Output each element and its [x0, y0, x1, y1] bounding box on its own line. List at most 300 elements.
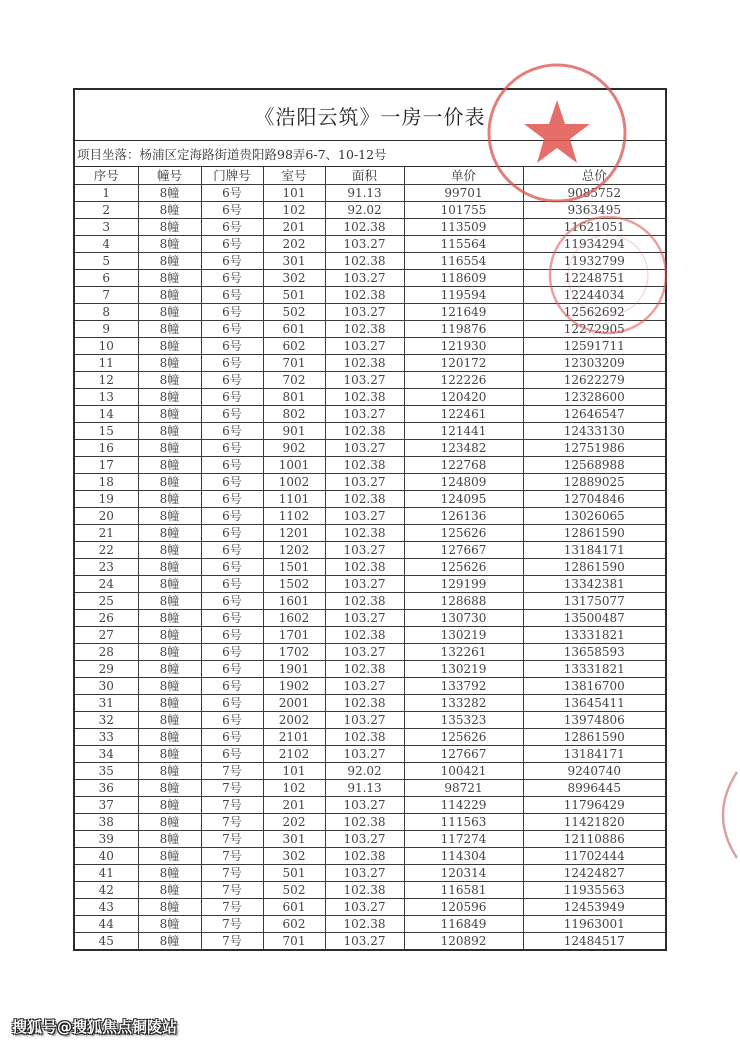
table-row [75, 848, 665, 865]
room-number-cell: 1202 [263, 542, 325, 559]
door-number-cell: 6号 [201, 321, 263, 338]
unit-price-cell: 120420 [404, 389, 523, 406]
row-number-cell: 15 [75, 423, 138, 440]
unit-price-cell: 120892 [404, 933, 523, 950]
room-number-cell: 201 [263, 219, 325, 236]
door-number-cell: 6号 [201, 253, 263, 270]
door-number-cell: 6号 [201, 457, 263, 474]
door-number-cell: 6号 [201, 729, 263, 746]
building-number-cell: 8幢 [138, 304, 201, 321]
building-number-cell: 8幢 [138, 508, 201, 525]
room-number-cell: 702 [263, 372, 325, 389]
area-cell: 102.38 [325, 389, 404, 406]
unit-price-cell: 120172 [404, 355, 523, 372]
table-row [75, 593, 665, 610]
unit-price-cell: 116581 [404, 882, 523, 899]
total-price-cell: 12704846 [523, 491, 665, 508]
table-row [75, 338, 665, 355]
room-number-cell: 101 [263, 185, 325, 202]
unit-price-cell: 132261 [404, 644, 523, 661]
row-number-cell: 14 [75, 406, 138, 423]
area-cell: 103.27 [325, 270, 404, 287]
room-number-cell: 1602 [263, 610, 325, 627]
room-number-cell: 1702 [263, 644, 325, 661]
building-number-cell: 8幢 [138, 321, 201, 338]
door-number-cell: 7号 [201, 780, 263, 797]
room-number-cell: 502 [263, 304, 325, 321]
building-number-cell: 8幢 [138, 372, 201, 389]
door-number-cell: 6号 [201, 610, 263, 627]
building-number-cell: 8幢 [138, 423, 201, 440]
row-number-cell: 10 [75, 338, 138, 355]
price-list-sheet [73, 88, 667, 951]
total-price-cell: 13342381 [523, 576, 665, 593]
building-number-cell: 8幢 [138, 525, 201, 542]
unit-price-cell: 129199 [404, 576, 523, 593]
building-number-cell: 8幢 [138, 729, 201, 746]
building-number-cell: 8幢 [138, 763, 201, 780]
row-number-cell: 35 [75, 763, 138, 780]
area-cell: 103.27 [325, 440, 404, 457]
unit-price-cell: 114229 [404, 797, 523, 814]
row-number-cell: 32 [75, 712, 138, 729]
row-number-cell: 37 [75, 797, 138, 814]
room-number-cell: 302 [263, 848, 325, 865]
room-number-cell: 601 [263, 899, 325, 916]
column-header: 面积 [325, 167, 404, 185]
area-cell: 103.27 [325, 831, 404, 848]
area-cell: 103.27 [325, 933, 404, 950]
room-number-cell: 601 [263, 321, 325, 338]
area-cell: 103.27 [325, 746, 404, 763]
table-row [75, 797, 665, 814]
total-price-cell: 13331821 [523, 661, 665, 678]
total-price-cell: 11796429 [523, 797, 665, 814]
building-number-cell: 8幢 [138, 287, 201, 304]
area-cell: 102.38 [325, 661, 404, 678]
row-number-cell: 13 [75, 389, 138, 406]
total-price-cell: 11963001 [523, 916, 665, 933]
door-number-cell: 6号 [201, 491, 263, 508]
door-number-cell: 7号 [201, 899, 263, 916]
unit-price-cell: 125626 [404, 729, 523, 746]
total-price-cell: 12751986 [523, 440, 665, 457]
table-row [75, 831, 665, 848]
area-cell: 102.38 [325, 491, 404, 508]
total-price-cell: 12568988 [523, 457, 665, 474]
unit-price-cell: 122768 [404, 457, 523, 474]
door-number-cell: 6号 [201, 219, 263, 236]
unit-price-cell: 130219 [404, 661, 523, 678]
building-number-cell: 8幢 [138, 270, 201, 287]
area-cell: 103.27 [325, 542, 404, 559]
table-row [75, 882, 665, 899]
table-row [75, 644, 665, 661]
table-row [75, 525, 665, 542]
unit-price-cell: 116554 [404, 253, 523, 270]
door-number-cell: 6号 [201, 746, 263, 763]
unit-price-cell: 113509 [404, 219, 523, 236]
area-cell: 102.38 [325, 253, 404, 270]
row-number-cell: 28 [75, 644, 138, 661]
table-row [75, 372, 665, 389]
row-number-cell: 18 [75, 474, 138, 491]
area-cell: 103.27 [325, 610, 404, 627]
room-number-cell: 2102 [263, 746, 325, 763]
table-row [75, 287, 665, 304]
building-number-cell: 8幢 [138, 440, 201, 457]
room-number-cell: 1502 [263, 576, 325, 593]
unit-price-cell: 125626 [404, 559, 523, 576]
building-number-cell: 8幢 [138, 661, 201, 678]
door-number-cell: 6号 [201, 372, 263, 389]
building-number-cell: 8幢 [138, 542, 201, 559]
door-number-cell: 7号 [201, 763, 263, 780]
area-cell: 103.27 [325, 236, 404, 253]
building-number-cell: 8幢 [138, 797, 201, 814]
building-number-cell: 8幢 [138, 644, 201, 661]
door-number-cell: 7号 [201, 865, 263, 882]
unit-price-cell: 120596 [404, 899, 523, 916]
table-header-row [75, 167, 665, 185]
building-number-cell: 8幢 [138, 491, 201, 508]
room-number-cell: 501 [263, 287, 325, 304]
total-price-cell: 9240740 [523, 763, 665, 780]
row-number-cell: 16 [75, 440, 138, 457]
room-number-cell: 602 [263, 916, 325, 933]
row-number-cell: 21 [75, 525, 138, 542]
building-number-cell: 8幢 [138, 576, 201, 593]
room-number-cell: 2101 [263, 729, 325, 746]
area-cell: 102.38 [325, 593, 404, 610]
row-number-cell: 2 [75, 202, 138, 219]
table-row [75, 474, 665, 491]
unit-price-cell: 125626 [404, 525, 523, 542]
building-number-cell: 8幢 [138, 814, 201, 831]
area-cell: 103.27 [325, 508, 404, 525]
area-cell: 103.27 [325, 304, 404, 321]
room-number-cell: 201 [263, 797, 325, 814]
door-number-cell: 6号 [201, 525, 263, 542]
building-number-cell: 8幢 [138, 865, 201, 882]
building-number-cell: 8幢 [138, 219, 201, 236]
total-price-cell: 11932799 [523, 253, 665, 270]
door-number-cell: 6号 [201, 678, 263, 695]
table-row [75, 865, 665, 882]
row-number-cell: 12 [75, 372, 138, 389]
total-price-cell: 12562692 [523, 304, 665, 321]
total-price-cell: 13500487 [523, 610, 665, 627]
table-row [75, 678, 665, 695]
unit-price-cell: 119876 [404, 321, 523, 338]
room-number-cell: 102 [263, 202, 325, 219]
row-number-cell: 44 [75, 916, 138, 933]
table-row [75, 457, 665, 474]
row-number-cell: 45 [75, 933, 138, 950]
row-number-cell: 31 [75, 695, 138, 712]
area-cell: 92.02 [325, 763, 404, 780]
building-number-cell: 8幢 [138, 253, 201, 270]
area-cell: 92.02 [325, 202, 404, 219]
total-price-cell: 8996445 [523, 780, 665, 797]
total-price-cell: 12248751 [523, 270, 665, 287]
door-number-cell: 6号 [201, 270, 263, 287]
total-price-cell: 13184171 [523, 542, 665, 559]
unit-price-cell: 99701 [404, 185, 523, 202]
door-number-cell: 6号 [201, 695, 263, 712]
total-price-cell: 11934294 [523, 236, 665, 253]
row-number-cell: 11 [75, 355, 138, 372]
total-price-cell: 13658593 [523, 644, 665, 661]
table-row [75, 219, 665, 236]
total-price-cell: 11621051 [523, 219, 665, 236]
room-number-cell: 101 [263, 763, 325, 780]
table-row [75, 389, 665, 406]
door-number-cell: 6号 [201, 423, 263, 440]
door-number-cell: 7号 [201, 933, 263, 950]
door-number-cell: 6号 [201, 406, 263, 423]
total-price-cell: 12272905 [523, 321, 665, 338]
door-number-cell: 6号 [201, 440, 263, 457]
table-row [75, 933, 665, 950]
room-number-cell: 801 [263, 389, 325, 406]
building-number-cell: 8幢 [138, 678, 201, 695]
row-number-cell: 41 [75, 865, 138, 882]
door-number-cell: 6号 [201, 627, 263, 644]
table-row [75, 355, 665, 372]
room-number-cell: 1001 [263, 457, 325, 474]
total-price-cell: 12424827 [523, 865, 665, 882]
door-number-cell: 6号 [201, 661, 263, 678]
unit-price-cell: 128688 [404, 593, 523, 610]
area-cell: 103.27 [325, 797, 404, 814]
area-cell: 102.38 [325, 457, 404, 474]
row-number-cell: 8 [75, 304, 138, 321]
area-cell: 102.38 [325, 695, 404, 712]
unit-price-cell: 111563 [404, 814, 523, 831]
door-number-cell: 6号 [201, 389, 263, 406]
door-number-cell: 7号 [201, 814, 263, 831]
room-number-cell: 1102 [263, 508, 325, 525]
area-cell: 103.27 [325, 865, 404, 882]
table-row [75, 185, 665, 202]
total-price-cell: 13331821 [523, 627, 665, 644]
partial-seal-arc [715, 770, 740, 860]
building-number-cell: 8幢 [138, 831, 201, 848]
column-header: 总价 [523, 167, 665, 185]
building-number-cell: 8幢 [138, 185, 201, 202]
unit-price-cell: 116849 [404, 916, 523, 933]
total-price-cell: 12433130 [523, 423, 665, 440]
unit-price-cell: 133792 [404, 678, 523, 695]
column-header: 幢号 [138, 167, 201, 185]
building-number-cell: 8幢 [138, 933, 201, 950]
unit-price-cell: 124809 [404, 474, 523, 491]
room-number-cell: 301 [263, 831, 325, 848]
total-price-cell: 13175077 [523, 593, 665, 610]
table-row [75, 695, 665, 712]
area-cell: 103.27 [325, 678, 404, 695]
room-number-cell: 202 [263, 236, 325, 253]
door-number-cell: 7号 [201, 831, 263, 848]
building-number-cell: 8幢 [138, 899, 201, 916]
row-number-cell: 30 [75, 678, 138, 695]
price-table [75, 167, 665, 949]
total-price-cell: 12861590 [523, 559, 665, 576]
building-number-cell: 8幢 [138, 474, 201, 491]
row-number-cell: 42 [75, 882, 138, 899]
table-row [75, 661, 665, 678]
table-row [75, 712, 665, 729]
total-price-cell: 13026065 [523, 508, 665, 525]
address-label: 项目坐落： [77, 146, 140, 162]
row-number-cell: 5 [75, 253, 138, 270]
room-number-cell: 1101 [263, 491, 325, 508]
building-number-cell: 8幢 [138, 338, 201, 355]
room-number-cell: 301 [263, 253, 325, 270]
column-header: 门牌号 [201, 167, 263, 185]
total-price-cell: 11935563 [523, 882, 665, 899]
row-number-cell: 24 [75, 576, 138, 593]
room-number-cell: 1601 [263, 593, 325, 610]
unit-price-cell: 117274 [404, 831, 523, 848]
room-number-cell: 1701 [263, 627, 325, 644]
unit-price-cell: 133282 [404, 695, 523, 712]
title-row [75, 90, 665, 141]
table-row [75, 763, 665, 780]
door-number-cell: 6号 [201, 559, 263, 576]
area-cell: 102.38 [325, 627, 404, 644]
unit-price-cell: 127667 [404, 542, 523, 559]
area-cell: 103.27 [325, 712, 404, 729]
door-number-cell: 6号 [201, 508, 263, 525]
door-number-cell: 6号 [201, 338, 263, 355]
unit-price-cell: 121930 [404, 338, 523, 355]
building-number-cell: 8幢 [138, 627, 201, 644]
unit-price-cell: 119594 [404, 287, 523, 304]
area-cell: 102.38 [325, 814, 404, 831]
unit-price-cell: 121441 [404, 423, 523, 440]
area-cell: 103.27 [325, 338, 404, 355]
unit-price-cell: 118609 [404, 270, 523, 287]
area-cell: 103.27 [325, 406, 404, 423]
door-number-cell: 6号 [201, 644, 263, 661]
unit-price-cell: 114304 [404, 848, 523, 865]
area-cell: 102.38 [325, 559, 404, 576]
building-number-cell: 8幢 [138, 610, 201, 627]
building-number-cell: 8幢 [138, 780, 201, 797]
table-row [75, 270, 665, 287]
room-number-cell: 302 [263, 270, 325, 287]
area-cell: 102.38 [325, 882, 404, 899]
door-number-cell: 6号 [201, 712, 263, 729]
table-row [75, 916, 665, 933]
room-number-cell: 102 [263, 780, 325, 797]
column-header: 序号 [75, 167, 138, 185]
building-number-cell: 8幢 [138, 882, 201, 899]
table-row [75, 610, 665, 627]
row-number-cell: 19 [75, 491, 138, 508]
table-row [75, 236, 665, 253]
door-number-cell: 6号 [201, 593, 263, 610]
unit-price-cell: 124095 [404, 491, 523, 508]
row-number-cell: 9 [75, 321, 138, 338]
table-row [75, 746, 665, 763]
room-number-cell: 1901 [263, 661, 325, 678]
total-price-cell: 12889025 [523, 474, 665, 491]
unit-price-cell: 101755 [404, 202, 523, 219]
address-value: 杨浦区定海路街道贵阳路98弄6-7、10-12号 [139, 146, 387, 162]
area-cell: 103.27 [325, 372, 404, 389]
unit-price-cell: 127667 [404, 746, 523, 763]
door-number-cell: 6号 [201, 542, 263, 559]
total-price-cell: 11702444 [523, 848, 665, 865]
table-row [75, 491, 665, 508]
row-number-cell: 29 [75, 661, 138, 678]
unit-price-cell: 130219 [404, 627, 523, 644]
table-row [75, 304, 665, 321]
building-number-cell: 8幢 [138, 746, 201, 763]
door-number-cell: 6号 [201, 185, 263, 202]
table-row [75, 253, 665, 270]
building-number-cell: 8幢 [138, 355, 201, 372]
row-number-cell: 34 [75, 746, 138, 763]
room-number-cell: 1002 [263, 474, 325, 491]
building-number-cell: 8幢 [138, 695, 201, 712]
room-number-cell: 701 [263, 355, 325, 372]
door-number-cell: 7号 [201, 916, 263, 933]
row-number-cell: 3 [75, 219, 138, 236]
door-number-cell: 6号 [201, 287, 263, 304]
total-price-cell: 12110886 [523, 831, 665, 848]
row-number-cell: 39 [75, 831, 138, 848]
area-cell: 102.38 [325, 423, 404, 440]
room-number-cell: 501 [263, 865, 325, 882]
row-number-cell: 43 [75, 899, 138, 916]
table-row [75, 321, 665, 338]
area-cell: 103.27 [325, 576, 404, 593]
room-number-cell: 2002 [263, 712, 325, 729]
row-number-cell: 4 [75, 236, 138, 253]
building-number-cell: 8幢 [138, 712, 201, 729]
room-number-cell: 1902 [263, 678, 325, 695]
table-row [75, 559, 665, 576]
total-price-cell: 12591711 [523, 338, 665, 355]
row-number-cell: 25 [75, 593, 138, 610]
unit-price-cell: 98721 [404, 780, 523, 797]
table-row [75, 814, 665, 831]
building-number-cell: 8幢 [138, 848, 201, 865]
total-price-cell: 12303209 [523, 355, 665, 372]
room-number-cell: 602 [263, 338, 325, 355]
total-price-cell: 13184171 [523, 746, 665, 763]
table-row [75, 406, 665, 423]
table-row [75, 423, 665, 440]
total-price-cell: 12646547 [523, 406, 665, 423]
column-header: 室号 [263, 167, 325, 185]
area-cell: 91.13 [325, 780, 404, 797]
unit-price-cell: 115564 [404, 236, 523, 253]
total-price-cell: 9085752 [523, 185, 665, 202]
door-number-cell: 6号 [201, 236, 263, 253]
area-cell: 91.13 [325, 185, 404, 202]
room-number-cell: 202 [263, 814, 325, 831]
table-row [75, 440, 665, 457]
row-number-cell: 26 [75, 610, 138, 627]
total-price-cell: 12861590 [523, 729, 665, 746]
room-number-cell: 902 [263, 440, 325, 457]
building-number-cell: 8幢 [138, 202, 201, 219]
